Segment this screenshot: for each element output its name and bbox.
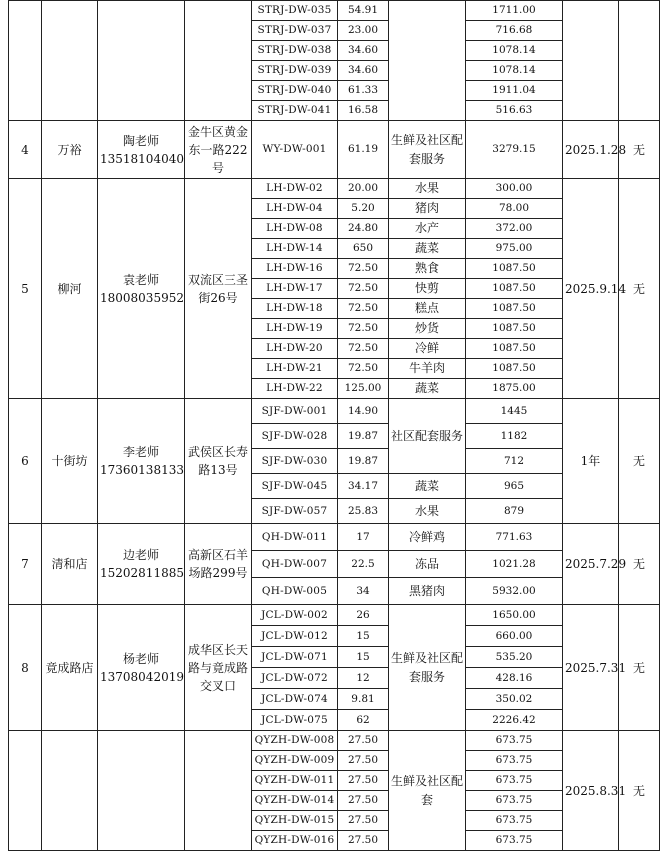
business-category: 蔬菜 (389, 239, 466, 259)
remark: 无 (619, 524, 660, 605)
store-address: 双流区三圣街26号 (185, 179, 252, 399)
unit-code: LH-DW-04 (252, 199, 338, 219)
unit-amount: 712 (466, 449, 563, 474)
unit-area: 12 (338, 668, 389, 689)
unit-code: SJF-DW-057 (252, 499, 338, 524)
unit-amount: 1087.50 (466, 279, 563, 299)
unit-code: STRJ-DW-038 (252, 41, 338, 61)
store-name: 清和店 (42, 524, 98, 605)
business-category: 生鲜及社区配套服务 (389, 121, 466, 179)
unit-code: JCL-DW-072 (252, 668, 338, 689)
store-name (42, 731, 98, 851)
business-category: 糕点 (389, 299, 466, 319)
unit-amount: 1445 (466, 399, 563, 424)
business-category: 生鲜及社区配套服务 (389, 605, 466, 731)
unit-amount: 673.75 (466, 771, 563, 791)
unit-area: 61.33 (338, 81, 389, 101)
unit-amount: 1087.50 (466, 319, 563, 339)
lease-table-sheet (8, 0, 659, 851)
unit-area: 24.80 (338, 219, 389, 239)
unit-area: 20.00 (338, 179, 389, 199)
unit-area: 72.50 (338, 319, 389, 339)
unit-area: 27.50 (338, 811, 389, 831)
table-row (9, 121, 660, 179)
unit-amount: 78.00 (466, 199, 563, 219)
table-row (9, 179, 660, 199)
unit-code: LH-DW-17 (252, 279, 338, 299)
business-category: 水果 (389, 499, 466, 524)
unit-area: 27.50 (338, 831, 389, 851)
unit-amount: 300.00 (466, 179, 563, 199)
unit-amount: 771.63 (466, 524, 563, 551)
unit-area: 16.58 (338, 101, 389, 121)
unit-code: WY-DW-001 (252, 121, 338, 179)
unit-area: 72.50 (338, 359, 389, 379)
unit-code: QYZH-DW-016 (252, 831, 338, 851)
business-category: 水果 (389, 179, 466, 199)
table-row (9, 1, 660, 21)
unit-code: QYZH-DW-011 (252, 771, 338, 791)
store-name: 柳河 (42, 179, 98, 399)
business-category: 生鲜及社区配套 (389, 731, 466, 851)
unit-amount: 673.75 (466, 831, 563, 851)
unit-area: 19.87 (338, 449, 389, 474)
store-name: 万裕 (42, 121, 98, 179)
unit-area: 27.50 (338, 771, 389, 791)
unit-area: 72.50 (338, 259, 389, 279)
unit-code: LH-DW-18 (252, 299, 338, 319)
unit-code: STRJ-DW-040 (252, 81, 338, 101)
unit-code: LH-DW-02 (252, 179, 338, 199)
unit-amount: 1182 (466, 424, 563, 449)
store-name: 竟成路店 (42, 605, 98, 731)
business-category: 蔬菜 (389, 474, 466, 499)
store-name: 十街坊 (42, 399, 98, 524)
unit-code: LH-DW-19 (252, 319, 338, 339)
unit-code: QYZH-DW-014 (252, 791, 338, 811)
lease-end-date: 2025.8.31 (563, 731, 619, 851)
unit-code: JCL-DW-002 (252, 605, 338, 626)
unit-amount: 1021.28 (466, 551, 563, 578)
business-category: 熟食 (389, 259, 466, 279)
store-number: 7 (9, 524, 42, 605)
table-row (9, 399, 660, 424)
lease-end-date: 2025.9.14 (563, 179, 619, 399)
business-category: 社区配套服务 (389, 399, 466, 474)
business-category (389, 1, 466, 121)
lease-end-date: 2025.1.28 (563, 121, 619, 179)
unit-amount: 1875.00 (466, 379, 563, 399)
unit-amount: 879 (466, 499, 563, 524)
unit-area: 19.87 (338, 424, 389, 449)
table-row (9, 731, 660, 751)
unit-area: 26 (338, 605, 389, 626)
business-category: 猪肉 (389, 199, 466, 219)
unit-amount: 673.75 (466, 751, 563, 771)
lease-end-date (563, 1, 619, 121)
business-category: 冷鲜 (389, 339, 466, 359)
unit-amount: 5932.00 (466, 578, 563, 605)
unit-code: JCL-DW-075 (252, 710, 338, 731)
unit-code: LH-DW-22 (252, 379, 338, 399)
unit-area: 17 (338, 524, 389, 551)
unit-area: 25.83 (338, 499, 389, 524)
unit-code: LH-DW-20 (252, 339, 338, 359)
unit-amount: 673.75 (466, 731, 563, 751)
unit-area: 650 (338, 239, 389, 259)
store-address: 成华区长天路与竟成路交叉口 (185, 605, 252, 731)
unit-area: 27.50 (338, 731, 389, 751)
unit-code: SJF-DW-001 (252, 399, 338, 424)
unit-area: 34.60 (338, 61, 389, 81)
unit-amount: 1078.14 (466, 41, 563, 61)
unit-amount: 1087.50 (466, 359, 563, 379)
unit-area: 15 (338, 647, 389, 668)
unit-code: LH-DW-14 (252, 239, 338, 259)
unit-area: 72.50 (338, 339, 389, 359)
unit-code: STRJ-DW-041 (252, 101, 338, 121)
remark: 无 (619, 731, 660, 851)
unit-area: 72.50 (338, 299, 389, 319)
business-category: 炒货 (389, 319, 466, 339)
store-address: 武侯区长寿路13号 (185, 399, 252, 524)
unit-area: 72.50 (338, 279, 389, 299)
store-number: 4 (9, 121, 42, 179)
unit-area: 27.50 (338, 751, 389, 771)
store-contact: 袁老师18008035952 (98, 179, 185, 399)
unit-amount: 350.02 (466, 689, 563, 710)
unit-amount: 1911.04 (466, 81, 563, 101)
unit-amount: 660.00 (466, 626, 563, 647)
store-address: 高新区石羊场路299号 (185, 524, 252, 605)
store-contact: 陶老师13518104040 (98, 121, 185, 179)
unit-amount: 1078.14 (466, 61, 563, 81)
unit-area: 9.81 (338, 689, 389, 710)
remark: 无 (619, 605, 660, 731)
remark: 无 (619, 179, 660, 399)
unit-area: 34.60 (338, 41, 389, 61)
unit-code: QYZH-DW-015 (252, 811, 338, 831)
unit-amount: 1087.50 (466, 259, 563, 279)
unit-code: STRJ-DW-039 (252, 61, 338, 81)
unit-code: QYZH-DW-008 (252, 731, 338, 751)
store-address (185, 1, 252, 121)
remark: 无 (619, 399, 660, 524)
store-lease-table (8, 0, 660, 851)
remark (619, 1, 660, 121)
store-contact (98, 731, 185, 851)
business-category: 冻品 (389, 551, 466, 578)
store-contact (98, 1, 185, 121)
unit-amount: 516.63 (466, 101, 563, 121)
store-contact: 杨老师13708042019 (98, 605, 185, 731)
store-contact: 边老师15202811885 (98, 524, 185, 605)
unit-area: 125.00 (338, 379, 389, 399)
unit-amount: 535.20 (466, 647, 563, 668)
business-category: 水产 (389, 219, 466, 239)
unit-amount: 1087.50 (466, 299, 563, 319)
unit-area: 14.90 (338, 399, 389, 424)
unit-code: JCL-DW-012 (252, 626, 338, 647)
store-address (185, 731, 252, 851)
store-contact: 李老师17360138133 (98, 399, 185, 524)
unit-code: JCL-DW-071 (252, 647, 338, 668)
unit-area: 27.50 (338, 791, 389, 811)
business-category: 冷鲜鸡 (389, 524, 466, 551)
store-name (42, 1, 98, 121)
unit-code: QH-DW-007 (252, 551, 338, 578)
lease-end-date: 2025.7.31 (563, 605, 619, 731)
table-row (9, 524, 660, 551)
unit-amount: 673.75 (466, 791, 563, 811)
unit-amount: 716.68 (466, 21, 563, 41)
unit-code: QH-DW-005 (252, 578, 338, 605)
store-address: 金牛区黄金东一路222号 (185, 121, 252, 179)
unit-area: 15 (338, 626, 389, 647)
unit-area: 54.91 (338, 1, 389, 21)
business-category: 牛羊肉 (389, 359, 466, 379)
unit-amount: 1650.00 (466, 605, 563, 626)
unit-code: STRJ-DW-035 (252, 1, 338, 21)
business-category: 快剪 (389, 279, 466, 299)
unit-code: SJF-DW-028 (252, 424, 338, 449)
unit-amount: 1711.00 (466, 1, 563, 21)
unit-area: 5.20 (338, 199, 389, 219)
lease-end-date: 1年 (563, 399, 619, 524)
business-category: 黑猪肉 (389, 578, 466, 605)
unit-code: STRJ-DW-037 (252, 21, 338, 41)
table-row (9, 605, 660, 626)
unit-amount: 1087.50 (466, 339, 563, 359)
unit-area: 34.17 (338, 474, 389, 499)
unit-amount: 372.00 (466, 219, 563, 239)
store-number: 5 (9, 179, 42, 399)
remark: 无 (619, 121, 660, 179)
unit-code: JCL-DW-074 (252, 689, 338, 710)
unit-code: LH-DW-08 (252, 219, 338, 239)
unit-code: QYZH-DW-009 (252, 751, 338, 771)
unit-area: 22.5 (338, 551, 389, 578)
store-number (9, 1, 42, 121)
unit-amount: 975.00 (466, 239, 563, 259)
unit-amount: 3279.15 (466, 121, 563, 179)
unit-area: 34 (338, 578, 389, 605)
unit-amount: 673.75 (466, 811, 563, 831)
business-category: 蔬菜 (389, 379, 466, 399)
unit-code: SJF-DW-045 (252, 474, 338, 499)
store-number: 8 (9, 605, 42, 731)
unit-amount: 2226.42 (466, 710, 563, 731)
unit-area: 61.19 (338, 121, 389, 179)
store-number (9, 731, 42, 851)
lease-end-date: 2025.7.29 (563, 524, 619, 605)
unit-code: QH-DW-011 (252, 524, 338, 551)
store-number: 6 (9, 399, 42, 524)
unit-code: SJF-DW-030 (252, 449, 338, 474)
unit-area: 23.00 (338, 21, 389, 41)
unit-code: LH-DW-16 (252, 259, 338, 279)
unit-amount: 965 (466, 474, 563, 499)
unit-amount: 428.16 (466, 668, 563, 689)
unit-code: LH-DW-21 (252, 359, 338, 379)
unit-area: 62 (338, 710, 389, 731)
